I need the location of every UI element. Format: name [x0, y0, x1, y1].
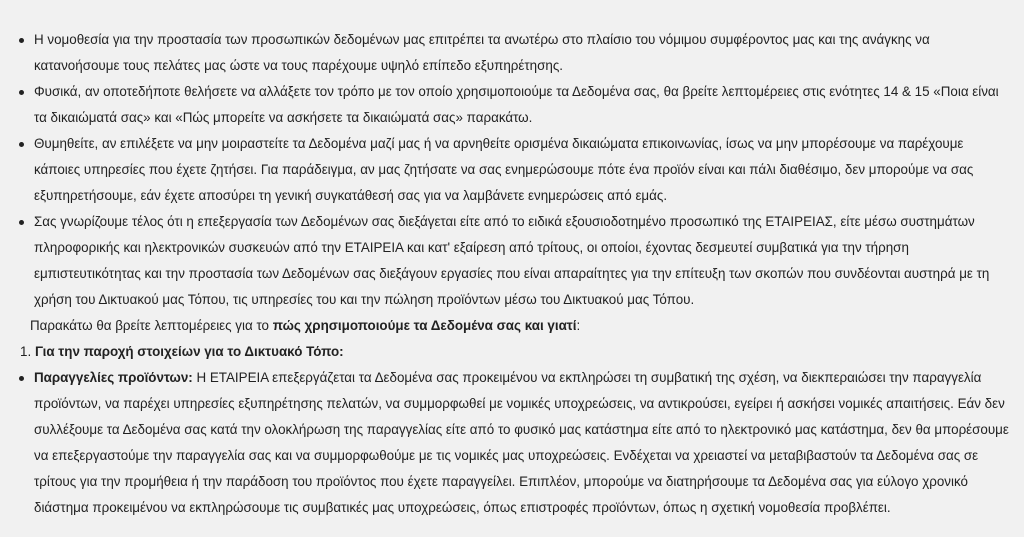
- intro-paragraph: [0, 313, 1010, 339]
- list-item: [0, 209, 1010, 313]
- list-item: [0, 79, 1010, 131]
- section-title: Για την παροχή στοιχείων για το Δικτυακό Τόπο:: [35, 344, 344, 359]
- detail-label: Παραγγελίες προϊόντων:: [34, 370, 193, 385]
- numbered-list: [0, 339, 1010, 365]
- list-item-text: Η νομοθεσία για την προστασία των προσωπικών δεδομένων μας επιτρέπει τα ανωτέρω στο πλαίσιο του νόμιμου συμφέροντος μας και της ανάγκης να κατανοήσουμε τους πελάτες μας ώστε να τους παρέχουμε υψηλό επίπεδο εξυπηρέτησης.: [34, 32, 930, 73]
- list-item-text: Θυμηθείτε, αν επιλέξετε να μην μοιραστείτε τα Δεδομένα μαζί μας ή να αρνηθείτε ορισμένα δικαιώματα επικοινωνίας, ίσως να μην μπορέσουμε να παρέχουμε κάποιες υπηρεσίες που έχετε ζητήσει. Για παράδειγμα, αν μας ζητήσατε να σας ενημερώσουμε πότε ένα προϊόν είναι και πάλι διαθέσιμο, δεν μπορούμε να σας εξυπηρετήσουμε, εάν έχετε αποσύρει τη γενική συγκατάθεσή σας για να λαμβάνετε ενημερώσεις από εμάς.: [34, 136, 974, 203]
- list-item-text: Φυσικά, αν οποτεδήποτε θελήσετε να αλλάξετε τον τρόπο με τον οποίο χρησιμοποιούμε τα Δεδομένα σας, θα βρείτε λεπτομέρειες στις ενότητες 14 & 15 «Ποια είναι τα δικαιώματά σας» και «Πώς μπορείτε να ασκήσετε τα δικαιώματά σας» παρακάτω.: [34, 84, 999, 125]
- list-item: [0, 131, 1010, 209]
- bullet-list: [0, 27, 1010, 313]
- list-item: [0, 27, 1010, 79]
- list-item-text: Σας γνωρίζουμε τέλος ότι η επεξεργασία των Δεδομένων σας διεξάγεται είτε από το ειδικά εξουσιοδοτημένο προσωπικό της ΕΤΑΙΡΕΙΑΣ, είτε μέσω συστημάτων πληροφορικής και ηλεκτρονικών συσκευών από την ΕΤΑΙΡΕΙΑ και κατ' εξαίρεση από τρίτους, οι οποίοι, έχοντας δεσμευτεί συμβατικά για την τήρηση εμπιστευτικότητας και την προστασία των Δεδομένων σας διεξάγουν εργασίες που είναι απαραίτητες για την επίτευξη των σκοπών που συνδέονται αυστηρά με τη χρήση του Δικτυακού μας Τόπου, τις υπηρεσίες του και την πώληση προϊόντων μέσω του Δικτυακού μας Τόπου.: [34, 214, 990, 307]
- detail-list: [0, 365, 1010, 521]
- policy-content: [0, 27, 1010, 521]
- detail-text: Η ΕΤΑΙΡΕΙΑ επεξεργάζεται τα Δεδομένα σας προκειμένου να εκπληρώσει τη συμβατική της σχέση, να διεκπεραιώσει την παραγγελία προϊόντων, να παρέχει υπηρεσίες εξυπηρέτησης πελατών, να συμμορφωθεί με νομικές υποχρεώσεις, να αντικρούσει, εγείρει ή ασκήσει νομικές απαιτήσεις. Εάν δεν συλλέξουμε τα Δεδομένα σας κατά την ολοκλήρωση της παραγγελίας είτε από το φυσικό μας κατάστημα είτε από το ηλεκτρονικό μας κατάστημα, δεν θα μπορέσουμε να επεξεργαστούμε την παραγγελία σας και να συμμορφωθούμε με τις νομικές μας υποχρεώσεις. Ενδέχεται να χρειαστεί να μεταβιβαστούν τα Δεδομένα σας σε τρίτους για την προμήθεια ή την παράδοση του προϊόντος που έχετε παραγγείλει. Επιπλέον, μπορούμε να διατηρήσουμε τα Δεδομένα σας για εύλογο χρονικό διάστημα προκειμένου να εκπληρώσουμε τις συμβατικές μας υποχρεώσεις, όπως επιστροφές προϊόντων, όπως η σχετική νομοθεσία προβλέπει.: [34, 370, 1009, 515]
- intro-suffix: :: [576, 318, 581, 333]
- numbered-item: [0, 339, 1010, 365]
- intro-bold: πώς χρησιμοποιούμε τα Δεδομένα σας και γιατί: [272, 318, 577, 333]
- list-item: [0, 365, 1010, 521]
- intro-prefix: Παρακάτω θα βρείτε λεπτομέρειες για το: [30, 318, 273, 333]
- item-number: 1.: [20, 344, 32, 359]
